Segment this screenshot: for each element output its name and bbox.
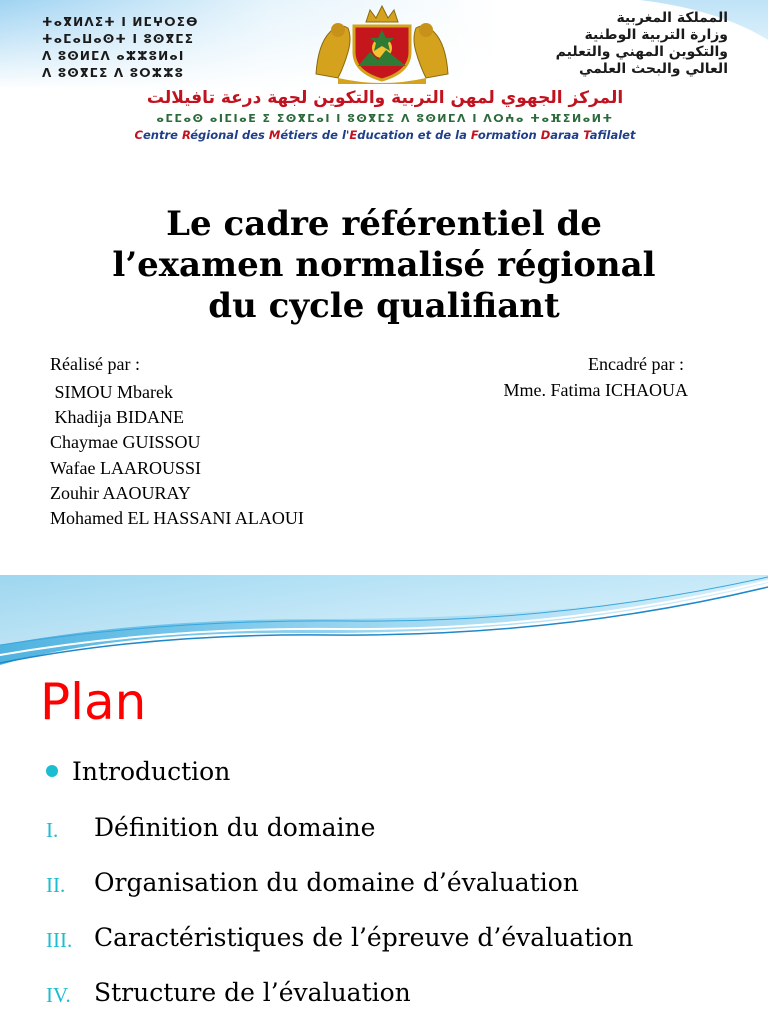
plan-slide bbox=[0, 575, 768, 1024]
title-line: Le cadre référentiel de bbox=[166, 204, 602, 244]
plan-title: Plan bbox=[40, 673, 147, 731]
tifinagh-line: ⵜⴰⵎⴰⵡⴰⵙⵜ ⵏ ⵓⵙⴳⵎⵉ bbox=[42, 32, 195, 46]
centre-text: afilalet bbox=[589, 128, 636, 142]
roman-numeral: IV. bbox=[46, 983, 71, 1007]
bullet-dot-icon bbox=[46, 765, 58, 777]
tifinagh-line: ⵜⴰⴳⵍⴷⵉⵜ ⵏ ⵍⵎⵖⵔⵉⴱ bbox=[42, 15, 199, 29]
initial-letter: C bbox=[134, 128, 143, 142]
centre-text: araa bbox=[550, 128, 584, 142]
arabic-line: والتكوين المهني والتعليم bbox=[555, 44, 728, 60]
regional-centre-tifinagh: ⴰⵎⵎⴰⵙ ⴰⵏⵎⵏⴰⴹ ⵉ ⵉⵙⴳⵎⴰⵏ ⵏ ⵓⵙⴳⵎⵉ ⴷ ⵓⵙⵍⵎⴷ ⵏ ⴷⵔⵄⴰ ⵜⴰⴼⵉⵍⴰⵍⵜ bbox=[156, 112, 614, 125]
decorative-waves bbox=[0, 575, 768, 670]
member-name: Mohamed EL HASSANI ALAOUI bbox=[50, 508, 304, 529]
institution-banner bbox=[0, 0, 768, 148]
regional-centre-arabic: المركز الجهوي لمهن التربية والتكوين لجهة درعة تافيلالت bbox=[146, 88, 624, 108]
member-name: Wafae LAAROUSSI bbox=[50, 457, 202, 478]
plan-item-text: Introduction bbox=[72, 757, 231, 786]
arabic-line: العالي والبحث العلمي bbox=[579, 61, 728, 77]
members-list bbox=[50, 380, 304, 531]
plan-item-text: Organisation du domaine d’évaluation bbox=[94, 868, 579, 897]
roman-numeral: II. bbox=[46, 873, 66, 897]
member-name: SIMOU Mbarek bbox=[50, 382, 173, 402]
plan-item-text: Définition du domaine bbox=[94, 813, 376, 842]
initial-letter: M bbox=[268, 128, 281, 142]
arabic-ministry-text bbox=[468, 10, 728, 78]
initial-letter: E bbox=[349, 128, 358, 142]
centre-text: ducation et de la bbox=[357, 128, 471, 142]
realise-par-label: Réalisé par : bbox=[50, 354, 140, 374]
supervisor-name: Mme. Fatima ICHAOUA bbox=[503, 380, 688, 400]
plan-item-text: Structure de l’évaluation bbox=[94, 978, 411, 1007]
title-line: l’examen normalisé régional bbox=[112, 245, 656, 285]
member-name: Khadija BIDANE bbox=[50, 407, 184, 428]
initial-letter: T bbox=[583, 128, 590, 142]
moroccan-coat-of-arms-icon bbox=[308, 4, 456, 84]
plan-item-text: Caractéristiques de l’épreuve d’évaluation bbox=[94, 923, 634, 952]
member-name: Chaymae GUISSOU bbox=[50, 432, 201, 453]
title-line: du cycle qualifiant bbox=[208, 286, 560, 326]
initial-letter: D bbox=[540, 128, 551, 142]
initial-letter: R bbox=[181, 128, 191, 142]
roman-numeral: I. bbox=[46, 818, 59, 842]
roman-numeral: III. bbox=[46, 928, 73, 952]
member-name: Zouhir AAOURAY bbox=[50, 482, 191, 503]
encadre-par-label: Encadré par : bbox=[588, 354, 684, 374]
presentation-title bbox=[40, 204, 728, 327]
regional-centre-french bbox=[30, 128, 740, 142]
tifinagh-line: ⴷ ⵓⵙⵍⵎⴷ ⴰⵣⵣⵓⵍⴰⵏ bbox=[42, 49, 185, 63]
centre-text: ormation bbox=[477, 128, 541, 142]
arabic-line: المملكة المغربية bbox=[616, 10, 728, 26]
centre-text: entre bbox=[142, 128, 182, 142]
arabic-line: وزارة التربية الوطنية bbox=[584, 27, 728, 43]
tifinagh-ministry-text bbox=[42, 14, 292, 82]
tifinagh-line: ⴷ ⵓⵙⴳⵎⵉ ⴷ ⵓⵔⵣⵣⵓ bbox=[42, 66, 185, 80]
centre-text: étiers de l' bbox=[280, 128, 350, 142]
centre-text: égional des bbox=[190, 128, 269, 142]
initial-letter: F bbox=[470, 128, 478, 142]
